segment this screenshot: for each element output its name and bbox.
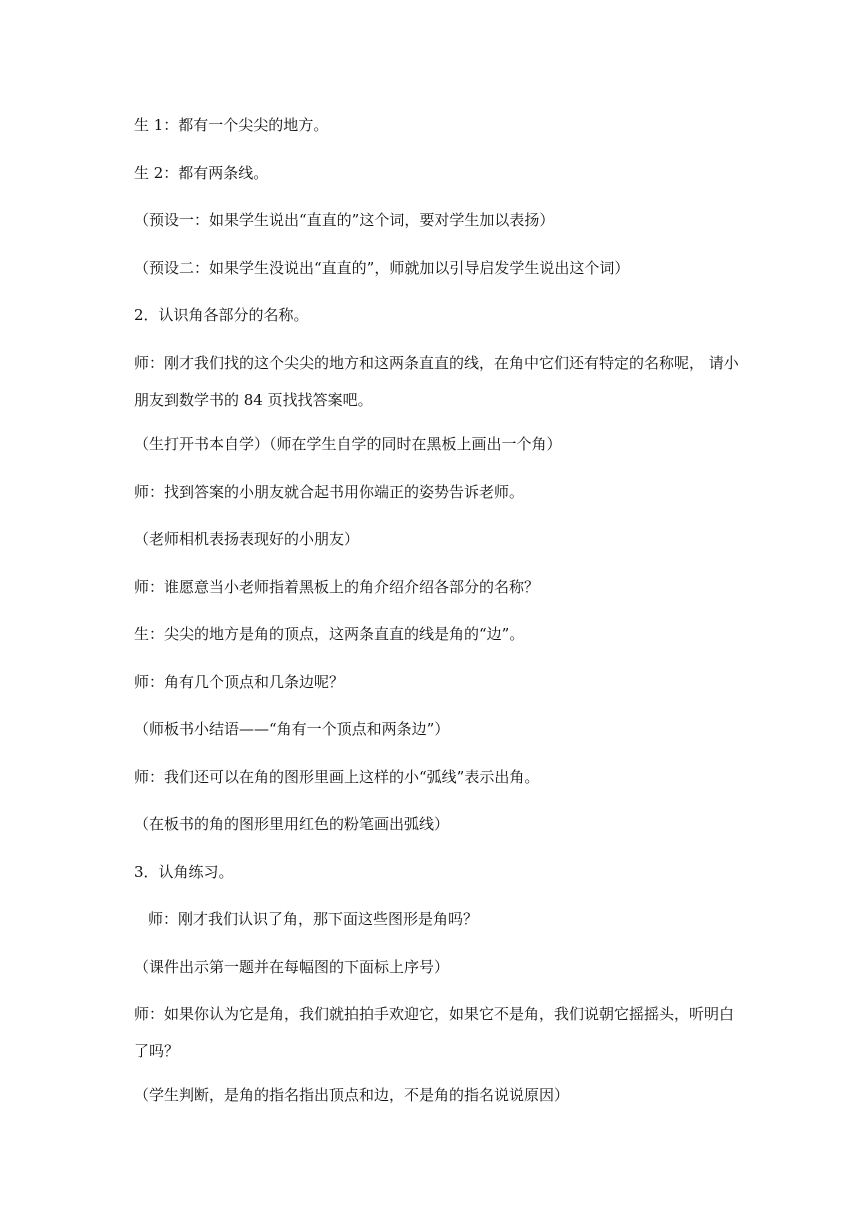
paragraph-teacher-instructions: 师：如果你认为它是角，我们就拍拍手欢迎它，如果它不是角，我们说朝它摇摇头，听明白了吗？ [134, 1005, 735, 1060]
paragraph-student-answer: 生：尖尖的地方是角的顶点，这两条直直的线是角的“边”。 [134, 625, 525, 643]
paragraph-teacher-question: 师：刚才我们认识了角，那下面这些图形是角吗？ [148, 910, 479, 928]
section-heading-2: 2．认识角各部分的名称。 [134, 306, 309, 324]
paragraph-teacher-ask: 师：谁愿意当小老师指着黑板上的角介绍介绍各部分的名称？ [134, 578, 540, 596]
paragraph-teacher-intro: 师：刚才我们找的这个尖尖的地方和这两条直直的线，在角中它们还有特定的名称呢， 请小朋友到数学书的 84 页找找答案吧。 [134, 354, 739, 409]
paragraph-student1: 生 1：都有一个尖尖的地方。 [134, 116, 329, 134]
paragraph-courseware: （课件出示第一题并在每幅图的下面标上序号） [134, 958, 450, 976]
paragraph-red-chalk: （在板书的角的图形里用红色的粉笔画出弧线） [134, 815, 450, 833]
paragraph-teacher-count: 师：角有几个顶点和几条边呢？ [134, 673, 345, 691]
paragraph-teacher-arc: 师：我们还可以在角的图形里画上这样的小“弧线”表示出角。 [134, 768, 540, 786]
paragraph-board-summary: （师板书小结语——“角有一个顶点和两条边”） [134, 720, 450, 738]
paragraph-student2: 生 2：都有两条线。 [134, 164, 269, 182]
paragraph-preset1: （预设一：如果学生说出“直直的”这个词，要对学生加以表扬） [134, 211, 555, 229]
section-heading-3: 3．认角练习。 [134, 863, 234, 881]
paragraph-teacher-close-book: 师：找到答案的小朋友就合起书用你端正的姿势告诉老师。 [134, 483, 525, 501]
paragraph-student-judge: （学生判断，是角的指名指出顶点和边，不是角的指名说说原因） [134, 1086, 570, 1104]
paragraph-self-study: （生打开书本自学）（师在学生自学的同时在黑板上画出一个角） [134, 435, 562, 453]
paragraph-praise: （老师相机表扬表现好的小朋友） [134, 530, 360, 548]
paragraph-preset2: （预设二：如果学生没说出“直直的”，师就加以引导启发学生说出这个词） [134, 259, 630, 277]
